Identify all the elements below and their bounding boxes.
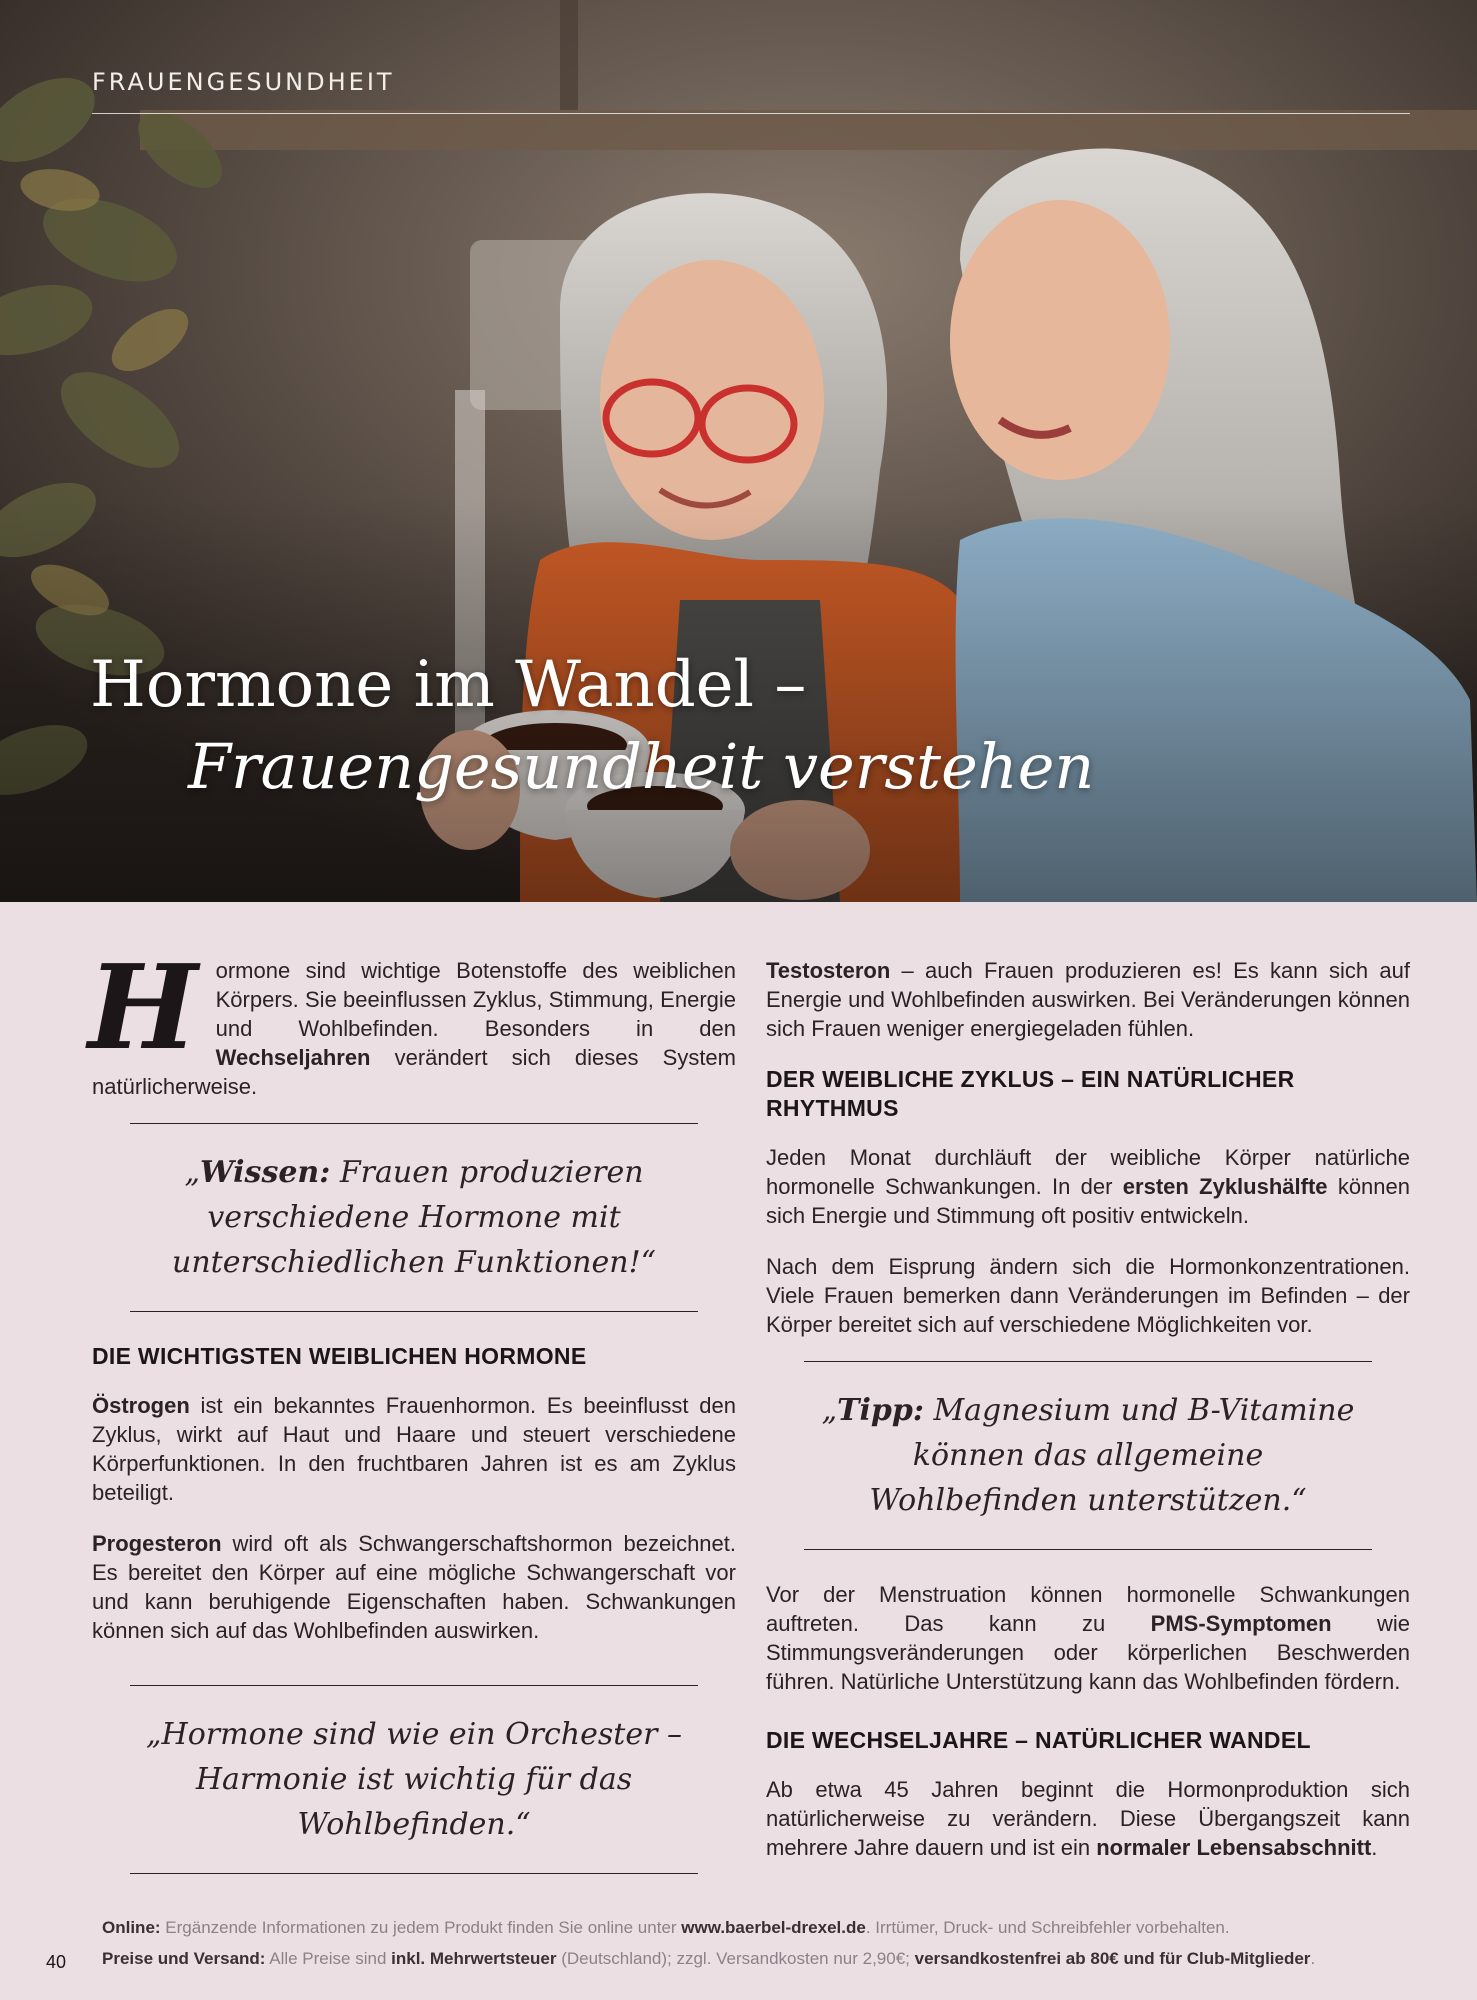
intro-paragraph xyxy=(88,940,736,1101)
oestrogen-text: ist ein bekanntes Frauenhormon. Es beeinflusst den Zyklus, wirkt auf Haut und Haare und steuert verschiedene Körperfunktionen. In den fruchtbaren Jahren ist es am Zyklus beteiligt. xyxy=(92,1393,736,1505)
testosteron-paragraph xyxy=(766,956,1410,1043)
progesteron-bold: Progesteron xyxy=(92,1531,222,1556)
intro-text: ormone sind wichtige Botenstoffe des weiblichen Körpers. Sie beeinflussen Zyklus, Stimmung, Energie und Wohlbefinden. Besonders in den xyxy=(215,958,736,1041)
online-text: Ergänzende Informationen zu jedem Produkt finden Sie online unter xyxy=(160,1918,682,1937)
oestrogen-bold: Östrogen xyxy=(92,1393,190,1418)
intro-text-end: verändert sich dieses System natürlicherweise. xyxy=(92,1045,736,1099)
pms-bold: PMS-Symptomen xyxy=(1150,1611,1332,1636)
page-title-line1: Hormone im Wandel – xyxy=(90,648,807,722)
quote-wissen xyxy=(130,1123,698,1312)
footer-online xyxy=(102,1918,1230,1938)
price-bold-free: versandkostenfrei ab 80€ und für Club-Mitglieder xyxy=(914,1949,1311,1968)
heading-cycle: DER WEIBLICHE ZYKLUS – EIN NATÜRLICHER RHYTHMUS xyxy=(766,1066,1295,1121)
hero-photo xyxy=(0,0,1477,902)
cycle-paragraph-2: Nach dem Eisprung ändern sich die Hormonkonzentrationen. Viele Frauen bemerken dann Veränderungen im Befinden – der Körper bereitet sich auf verschiedene Möglichkeiten vor. xyxy=(766,1254,1410,1337)
section-label: FRAUENGESUNDHEIT xyxy=(92,68,395,96)
pms-text-end: wie Stimmungsveränderungen oder körperlichen Beschwerden führen. Natürliche Unterstützung kann das Wohlbefinden fördern. xyxy=(766,1611,1410,1694)
menopause-paragraph xyxy=(766,1775,1410,1862)
quote-open: „ xyxy=(821,1393,838,1428)
pms-paragraph xyxy=(766,1580,1410,1696)
progesteron-paragraph xyxy=(92,1529,736,1645)
testosteron-bold: Testosteron xyxy=(766,958,891,983)
quote-text: Frauen produzieren verschiedene Hormone mit unterschiedlichen Funktionen!“ xyxy=(172,1155,656,1280)
quote-bold: Wissen: xyxy=(200,1155,331,1190)
footer xyxy=(0,1908,1477,1998)
quote-bold: Tipp: xyxy=(837,1393,924,1428)
heading-menopause: DIE WECHSELJAHRE – NATÜRLICHER WANDEL xyxy=(766,1727,1311,1753)
online-label: Online: xyxy=(102,1918,161,1937)
left-column xyxy=(88,940,736,1904)
menopause-text: Ab etwa 45 Jahren beginnt die Hormonproduktion sich natürlicherweise zu verändern. Diese Übergangszeit kann mehrere Jahre dauern und ist ein xyxy=(766,1777,1410,1860)
cycle-text-end: können sich Energie und Stimmung oft positiv entwickeln. xyxy=(766,1174,1411,1228)
page-number: 40 xyxy=(46,1952,67,1972)
quote-open: „ xyxy=(184,1155,200,1190)
progesteron-text: wird oft als Schwangerschaftshormon bezeichnet. Es bereitet den Körper auf eine mögliche Schwangerschaft vor und kann beruhigende Eigenschaften haben. Schwankungen können sich auf das Wohlbefinden auswirken. xyxy=(92,1531,736,1643)
label-divider xyxy=(92,113,1410,114)
online-link[interactable]: www.baerbel-drexel.de xyxy=(681,1918,866,1937)
menopause-bold: normaler Lebensabschnitt xyxy=(1096,1835,1372,1860)
price-label: Preise und Versand: xyxy=(102,1949,266,1968)
intro-bold: Wechseljahren xyxy=(215,1045,371,1070)
testosteron-text: – auch Frauen produzieren es! Es kann sich auf Energie und Wohlbefinden auswirken. Bei Veränderungen können sich Frauen weniger energiegeladen fühlen. xyxy=(766,958,1410,1041)
price-bold-vat: inkl. Mehrwertsteuer xyxy=(391,1949,557,1968)
footer-pricing xyxy=(102,1949,1315,1969)
price-tail: . xyxy=(1310,1949,1316,1968)
price-text: Alle Preise sind xyxy=(265,1949,392,1968)
cycle-text: Jeden Monat durchläuft der weibliche Körper natürliche hormonelle Schwankungen. In der xyxy=(766,1145,1410,1199)
price-text-shipping: (Deutschland); zzgl. Versandkosten nur 2,90€; xyxy=(556,1949,915,1968)
cycle-paragraph-1 xyxy=(766,1143,1410,1230)
quote-tipp xyxy=(804,1361,1372,1550)
dropcap: H xyxy=(88,940,198,1076)
quote-orchester: „Hormone sind wie ein Orchester – Harmonie ist wichtig für das Wohlbefinden.“ xyxy=(130,1685,698,1874)
quote-text: Magnesium und B-Vitamine können das allgemeine Wohlbefinden unterstützen.“ xyxy=(869,1393,1355,1518)
page-title-line2: Frauengesundheit verstehen xyxy=(188,730,1095,803)
online-tail: . Irrtümer, Druck- und Schreibfehler vorbehalten. xyxy=(865,1918,1230,1937)
pms-text: Vor der Menstruation können hormonelle Schwankungen auftreten. Das kann zu xyxy=(766,1582,1410,1636)
right-column xyxy=(766,956,1410,1884)
heading-hormones: DIE WICHTIGSTEN WEIBLICHEN HORMONE xyxy=(92,1343,587,1369)
menopause-text-end: . xyxy=(1371,1835,1378,1860)
cycle-bold: ersten Zyklushälfte xyxy=(1122,1174,1328,1199)
oestrogen-paragraph xyxy=(92,1391,736,1507)
